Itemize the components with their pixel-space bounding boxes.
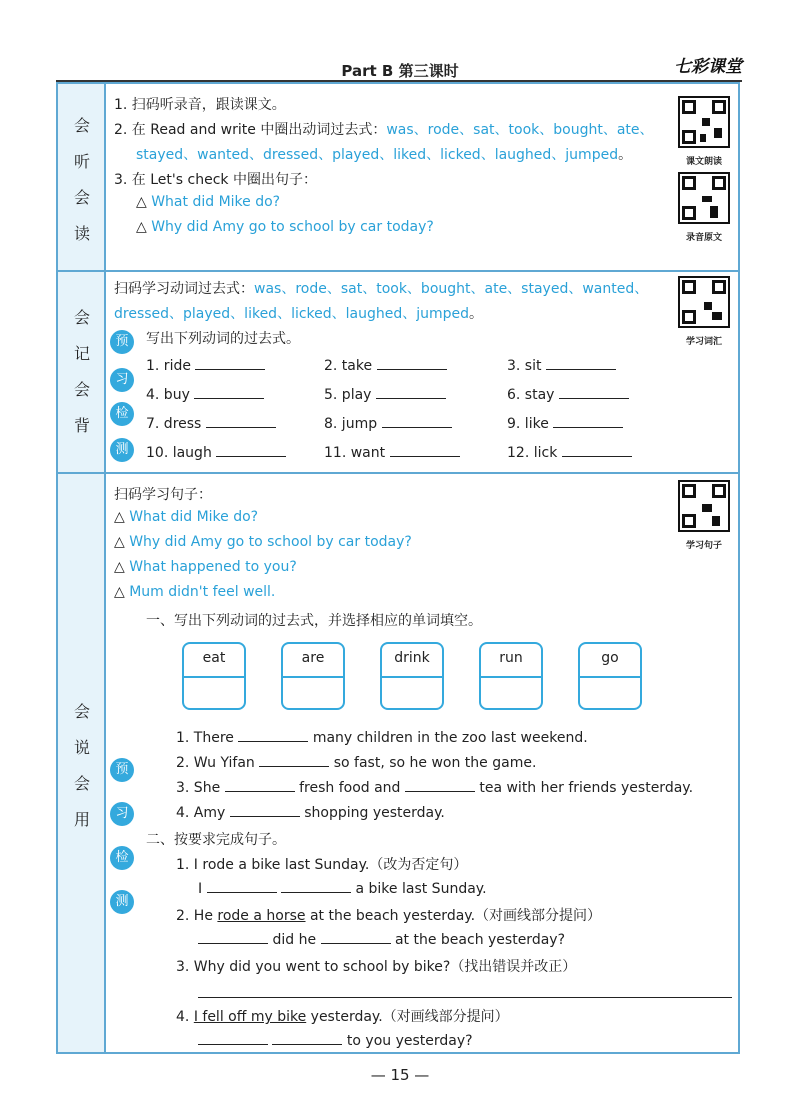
answer-line[interactable]: [198, 997, 732, 998]
verb-item: 12. lick: [507, 444, 632, 461]
answer-blank[interactable]: [206, 415, 276, 428]
target-sentence: △ What did Mike do?: [136, 194, 281, 210]
fill-question: 2. Wu Yifan so fast, so he won the game.: [176, 755, 537, 771]
qr-code-icon[interactable]: [678, 96, 730, 148]
verb-item: 1. ride: [146, 357, 265, 374]
exercise-1-title: 一、写出下列动词的过去式，并选择相应的单词填空。: [146, 613, 482, 629]
word-box: run: [479, 642, 543, 710]
verb-item: 11. want: [324, 444, 460, 461]
side-label-listen: 会 听 会 读: [73, 116, 90, 243]
verb-item: 10. laugh: [146, 444, 286, 461]
triangle-icon: △: [136, 194, 152, 210]
word-box: drink: [380, 642, 444, 710]
answer-blank[interactable]: [281, 880, 351, 893]
verb-item: 8. jump: [324, 415, 452, 432]
rewrite-answer: to you yesterday?: [198, 1032, 473, 1049]
side-label-memorize: 会 记 会 背: [73, 308, 90, 435]
fill-question: 3. She fresh food and tea with her friends yesterday.: [176, 780, 694, 796]
answer-blank[interactable]: [390, 444, 460, 457]
answer-blank[interactable]: [230, 804, 300, 817]
rewrite-question: 3. Why did you went to school by bike?（找出错误并改正）: [176, 959, 577, 975]
answer-blank[interactable]: [198, 931, 268, 944]
answer-blank[interactable]: [321, 931, 391, 944]
rewrite-question: 4. I fell off my bike yesterday.（对画线部分提问）: [176, 1009, 509, 1025]
triangle-icon: △: [114, 509, 130, 525]
qr-code-icon[interactable]: [678, 480, 730, 532]
exercise-2-title: 二、按要求完成句子。: [146, 832, 286, 848]
answer-blank[interactable]: [216, 444, 286, 457]
page-title: Part B 第三课时: [341, 62, 459, 80]
answer-blank[interactable]: [198, 1032, 268, 1045]
answer-blank[interactable]: [382, 415, 452, 428]
badge-practice: 习: [110, 368, 134, 392]
triangle-icon: △: [114, 534, 130, 550]
badge-check: 检: [110, 402, 134, 426]
verb-item: 3. sit: [507, 357, 616, 374]
rewrite-answer: I a bike last Sunday.: [198, 881, 487, 897]
verb-item: 4. buy: [146, 386, 264, 403]
word-box: go: [578, 642, 642, 710]
qr-code-icon[interactable]: [678, 172, 730, 224]
answer-blank[interactable]: [238, 729, 308, 742]
answer-blank[interactable]: [562, 444, 632, 457]
instruction-3: 3. 在 Let's check 中圈出句子：: [114, 172, 317, 188]
answer-blank[interactable]: [272, 1032, 342, 1045]
badge-test: 测: [110, 890, 134, 914]
badge-preview: 预: [110, 758, 134, 782]
triangle-icon: △: [114, 559, 130, 575]
vocab-intro-cont: dressed、played、liked、licked、laughed、jumped。: [114, 306, 484, 322]
target-sentence: △ What did Mike do?: [114, 509, 259, 525]
word-box: are: [281, 642, 345, 710]
verb-item: 5. play: [324, 386, 446, 403]
answer-blank[interactable]: [225, 779, 295, 792]
section-divider: [58, 472, 740, 474]
badge-practice: 习: [110, 802, 134, 826]
section-divider: [58, 270, 740, 272]
fill-question: 4. Amy shopping yesterday.: [176, 805, 445, 821]
badge-test: 测: [110, 438, 134, 462]
page-number: — 15 —: [370, 1066, 430, 1084]
badge-check: 检: [110, 846, 134, 870]
answer-blank[interactable]: [559, 386, 629, 399]
rewrite-question: 2. He rode a horse at the beach yesterday.（对画线部分提问）: [176, 908, 602, 924]
rewrite-answer: did he at the beach yesterday?: [198, 931, 565, 948]
answer-blank[interactable]: [195, 357, 265, 370]
instruction-2: 2. 在 Read and write 中圈出动词过去式：was、rode、sat、took、bought、ate、: [114, 122, 654, 138]
sentence-intro: 扫码学习句子：: [114, 487, 212, 503]
instruction-2-cont: stayed、wanted、dressed、played、liked、licked、laughed、jumped。: [136, 147, 633, 163]
fill-question: 1. There many children in the zoo last weekend.: [176, 730, 588, 746]
verb-item: 7. dress: [146, 415, 276, 432]
answer-blank[interactable]: [259, 754, 329, 767]
qr-code-icon[interactable]: [678, 276, 730, 328]
rewrite-question: 1. I rode a bike last Sunday.（改为否定句）: [176, 857, 468, 873]
word-box: eat: [182, 642, 246, 710]
answer-blank[interactable]: [376, 386, 446, 399]
instruction-1: 1. 扫码听录音，跟读课文。: [114, 97, 286, 113]
verb-item: 2. take: [324, 357, 447, 374]
answer-blank[interactable]: [207, 880, 277, 893]
qr-label: 课文朗读: [685, 157, 722, 167]
triangle-icon: △: [136, 219, 152, 235]
verb-item: 9. like: [507, 415, 623, 432]
answer-blank[interactable]: [405, 779, 475, 792]
target-sentence: △ What happened to you?: [114, 559, 297, 575]
verb-item: 6. stay: [507, 386, 629, 403]
vocab-intro: 扫码学习动词过去式：was、rode、sat、took、bought、ate、stayed、wanted、: [114, 281, 649, 297]
qr-label: 学习句子: [685, 541, 722, 551]
answer-blank[interactable]: [546, 357, 616, 370]
qr-label: 学习词汇: [685, 337, 722, 347]
task-instruction: 写出下列动词的过去式。: [146, 331, 300, 347]
triangle-icon: △: [114, 584, 130, 600]
target-sentence: △ Mum didn't feel well.: [114, 584, 276, 600]
badge-preview: 预: [110, 330, 134, 354]
target-sentence: △ Why did Amy go to school by car today?: [114, 534, 412, 550]
side-label-speak: 会 说 会 用: [73, 702, 90, 829]
answer-blank[interactable]: [377, 357, 447, 370]
answer-blank[interactable]: [194, 386, 264, 399]
target-sentence: △ Why did Amy go to school by car today?: [136, 219, 434, 235]
brand-logo: 七彩课堂: [674, 57, 742, 77]
qr-label: 录音原文: [685, 233, 722, 243]
answer-blank[interactable]: [553, 415, 623, 428]
